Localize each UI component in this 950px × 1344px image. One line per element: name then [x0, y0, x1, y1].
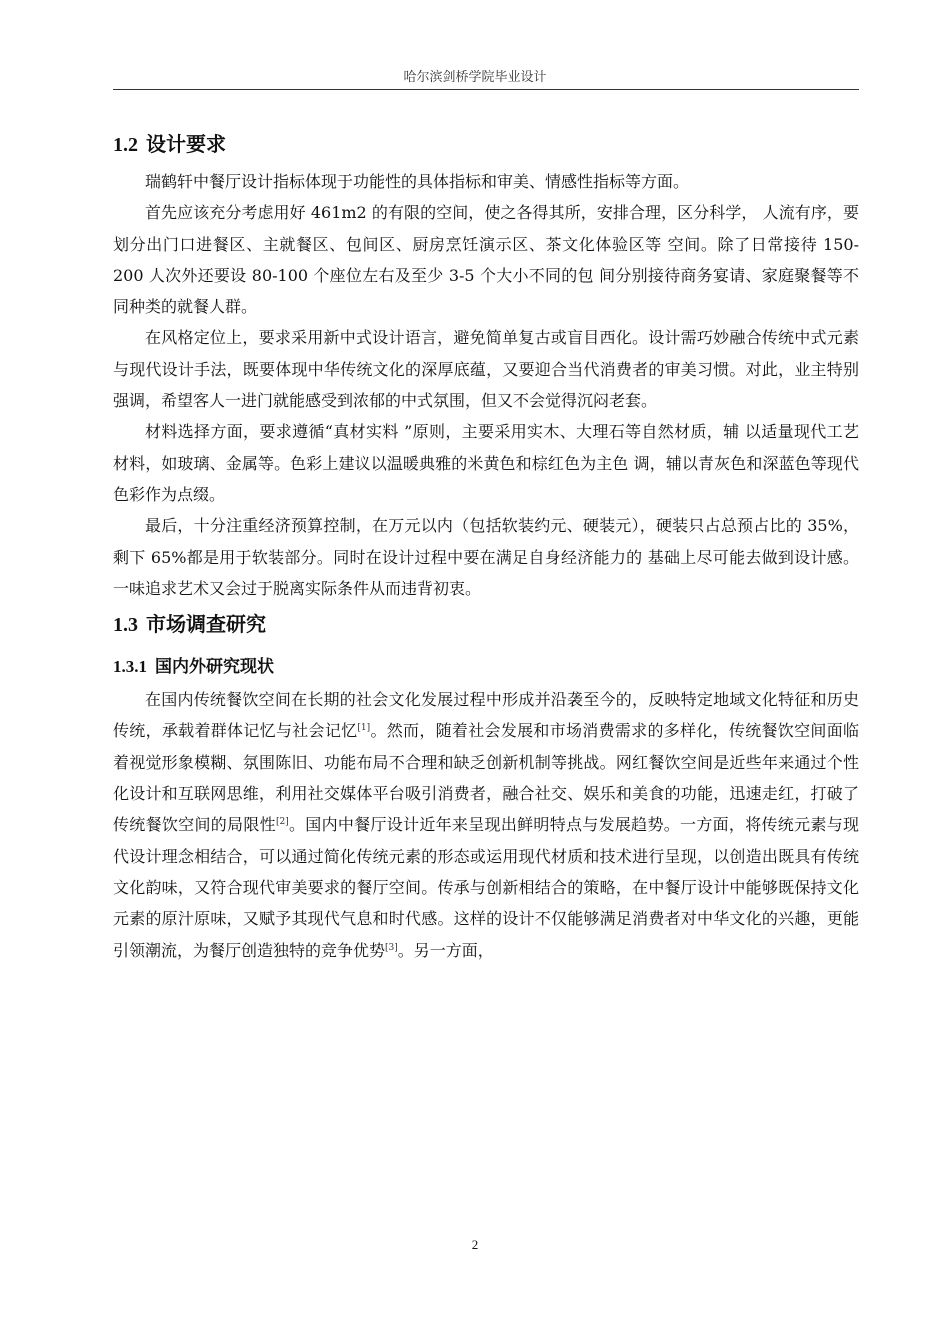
- section-title: 设计要求: [146, 132, 226, 156]
- subsection-heading-1-3-1: [113, 650, 859, 684]
- page-number: 2: [471, 1237, 479, 1252]
- section-heading-1-2: [113, 126, 859, 162]
- citation-ref: [3]: [385, 942, 398, 953]
- section-title: 市场调查研究: [146, 612, 266, 637]
- page-body: [113, 126, 859, 966]
- text-segment: 在国内传统餐饮空间在长期的社会文化发展过程中形成并沿袭至今的，反映特定地域文化特征和历史传统，承载着群体记忆与社会记忆: [113, 690, 859, 741]
- subsection-number: 1.3.1: [113, 657, 147, 677]
- header-divider: [113, 89, 859, 90]
- citation-ref: [1]: [357, 723, 371, 734]
- citation-ref: [2]: [275, 817, 289, 828]
- section-number: 1.2: [113, 134, 138, 156]
- page-header-title: 哈尔滨剑桥学院毕业设计: [403, 70, 547, 85]
- paragraph: 最后，十分注重经济预算控制，在万元以内（包括软装约元、硬装元），硬装只占总预占比的 35%，剩下 65%都是用于软装部分。同时在设计过程中要在满足自身经济能力的 基础上尽可能去做到设计感。一味追求艺术又会过于脱离实际条件从而违背初衷。: [113, 516, 859, 598]
- section-heading-1-3: [113, 606, 859, 642]
- paragraph: 首先应该充分考虑用好 461m2 的有限的空间，使之各得其所，安排合理，区分科学， 人流有序，要划分出门口进餐区、主就餐区、包间区、厨房烹饪演示区、茶文化体验区等 空间。除了日常接待 150-200 人次外还要设 80-100 个座位左右及至少 3-5 个大小不同的包 间分别接待商务宴请、家庭聚餐等不同种类的就餐人群。: [113, 203, 859, 317]
- paragraph: 瑞鹤轩中餐厅设计指标体现于功能性的具体指标和审美、情感性指标等方面。: [145, 172, 690, 191]
- text-segment: 。另一方面，: [397, 940, 494, 960]
- subsection-title: 国内外研究现状: [155, 657, 274, 678]
- paragraph: 材料选择方面，要求遵循“真材实料 ”原则，主要采用实木、大理石等自然材质，辅 以适量现代工艺材料，如玻璃、金属等。色彩上建议以温暖典雅的米黄色和棕红色为主色 调，辅以青灰色和深蓝色等现代色彩作为点缀。: [113, 422, 859, 504]
- text-segment: 。然而，随着社会发展和市场消费需求的多样化，传统餐饮空间面临着视觉形象模糊、氛围陈旧、功能布局不合理和缺乏创新机制等挑战。网红餐饮空间是近些年来通过个性化设计和互联网思维，利用社交媒体平台吸引消费者，融合社交、娱乐和美食的功能，迅速走红，打破了传统餐饮空间的局限性: [113, 721, 859, 835]
- paragraph: 在风格定位上，要求采用新中式设计语言，避免简单复古或盲目西化。设计需巧妙融合传统中式元素与现代设计手法，既要体现中华传统文化的深厚底蕴，又要迎合当代消费者的审美习惯。对此，业主特别强调，希望客人一进门就能感受到浓郁的中式氛围，但又不会觉得沉闷老套。: [113, 328, 859, 411]
- text-segment: 。国内中餐厅设计近年来呈现出鲜明特点与发展趋势。一方面，将传统元素与现代设计理念相结合，可以通过简化传统元素的形态或运用现代材质和技术进行呈现，以创造出既具有传统文化韵味，又符合现代审美要求的餐厅空间。传承与创新相结合的策略，在中餐厅设计中能够既保持文化元素的原汁原味，又赋予其现代气息和时代感。这样的设计不仅能够满足消费者对中华文化的兴趣，更能引领潮流，为餐厅创造独特的竞争优势: [113, 815, 859, 960]
- paragraph: [113, 684, 859, 966]
- section-number: 1.3: [113, 614, 138, 637]
